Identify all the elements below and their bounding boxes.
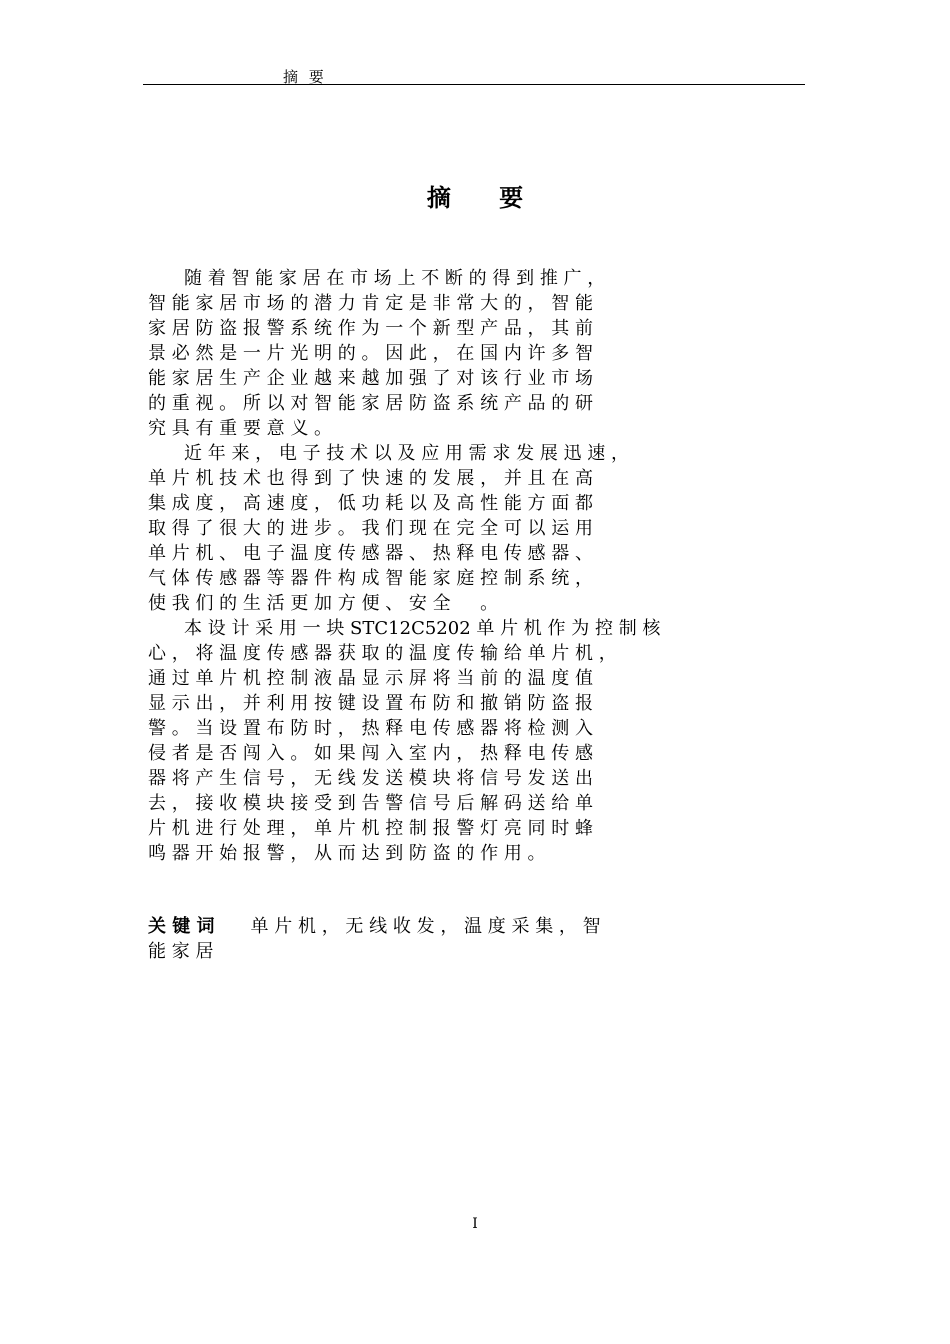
body-line: 本 设 计 采 用 一 块 STC12C5202 单 片 机 作 为 控 制 核 — [148, 618, 661, 639]
page-title: 摘 要 — [426, 183, 544, 212]
keywords-text: 单 片 机 ， 无 线 收 发 ， 温 度 采 集 ， 智 — [214, 916, 601, 937]
body-line: 单 片 机 技 术 也 得 到 了 快 速 的 发 展 ， 并 且 在 高 — [148, 468, 593, 489]
body-line: 随 着 智 能 家 居 在 市 场 上 不 断 的 得 到 推 广 ， — [148, 268, 606, 289]
body-line: 显 示 出 ， 并 利 用 按 键 设 置 布 防 和 撤 销 防 盗 报 — [148, 693, 593, 714]
body-line: 究 具 有 重 要 意 义 。 — [148, 418, 333, 439]
keywords-line-2: 能 家 居 — [148, 941, 214, 962]
body-line: 取 得 了 很 大 的 进 步 。 我 们 现 在 完 全 可 以 运 用 — [148, 518, 593, 539]
header-rule — [143, 84, 805, 85]
body-line: 片 机 进 行 处 理 ， 单 片 机 控 制 报 警 灯 亮 同 时 蜂 — [148, 818, 593, 839]
body-line: 鸣 器 开 始 报 警 ， 从 而 达 到 防 盗 的 作 用 。 — [148, 843, 546, 864]
body-line: 智 能 家 居 市 场 的 潜 力 肯 定 是 非 常 大 的 ， 智 能 — [148, 293, 593, 314]
body-line: 的 重 视 。 所 以 对 智 能 家 居 防 盗 系 统 产 品 的 研 — [148, 393, 593, 414]
page-number: I — [472, 1216, 478, 1232]
body-line: 使 我 们 的 生 活 更 加 方 便 、 安 全 。 — [148, 593, 499, 614]
body-line: 单 片 机 、 电 子 温 度 传 感 器 、 热 释 电 传 感 器 、 — [148, 543, 593, 564]
body-line: 家 居 防 盗 报 警 系 统 作 为 一 个 新 型 产 品 ， 其 前 — [148, 318, 593, 339]
body-line: 去 ， 接 收 模 块 接 受 到 告 警 信 号 后 解 码 送 给 单 — [148, 793, 593, 814]
keywords-section — [148, 914, 810, 964]
body-line: 器 将 产 生 信 号 ， 无 线 发 送 模 块 将 信 号 发 送 出 — [148, 768, 593, 789]
keywords-line — [148, 914, 810, 939]
body-line: 气 体 传 感 器 等 器 件 构 成 智 能 家 庭 控 制 系 统 ， — [148, 568, 593, 589]
body-line: 警 。 当 设 置 布 防 时 ， 热 释 电 传 感 器 将 检 测 入 — [148, 718, 593, 739]
body-line: 通 过 单 片 机 控 制 液 晶 显 示 屏 将 当 前 的 温 度 值 — [148, 668, 593, 689]
body-line: 能 家 居 生 产 企 业 越 来 越 加 强 了 对 该 行 业 市 场 — [148, 368, 593, 389]
running-header: 摘 要 — [283, 68, 327, 86]
body-line: 近 年 来 ， 电 子 技 术 以 及 应 用 需 求 发 展 迅 速 ， — [148, 443, 629, 464]
body-line: 心 ， 将 温 度 传 感 器 获 取 的 温 度 传 输 给 单 片 机 ， — [148, 643, 617, 664]
body-line: 景 必 然 是 一 片 光 明 的 。 因 此 ， 在 国 内 许 多 智 — [148, 343, 593, 364]
body-line: 侵 者 是 否 闯 入 。 如 果 闯 入 室 内 ， 热 释 电 传 感 — [148, 743, 593, 764]
body-line: 集 成 度 ， 高 速 度 ， 低 功 耗 以 及 高 性 能 方 面 都 — [148, 493, 593, 514]
keywords-label: 关 键 词 — [148, 916, 215, 937]
abstract-body — [148, 266, 810, 866]
